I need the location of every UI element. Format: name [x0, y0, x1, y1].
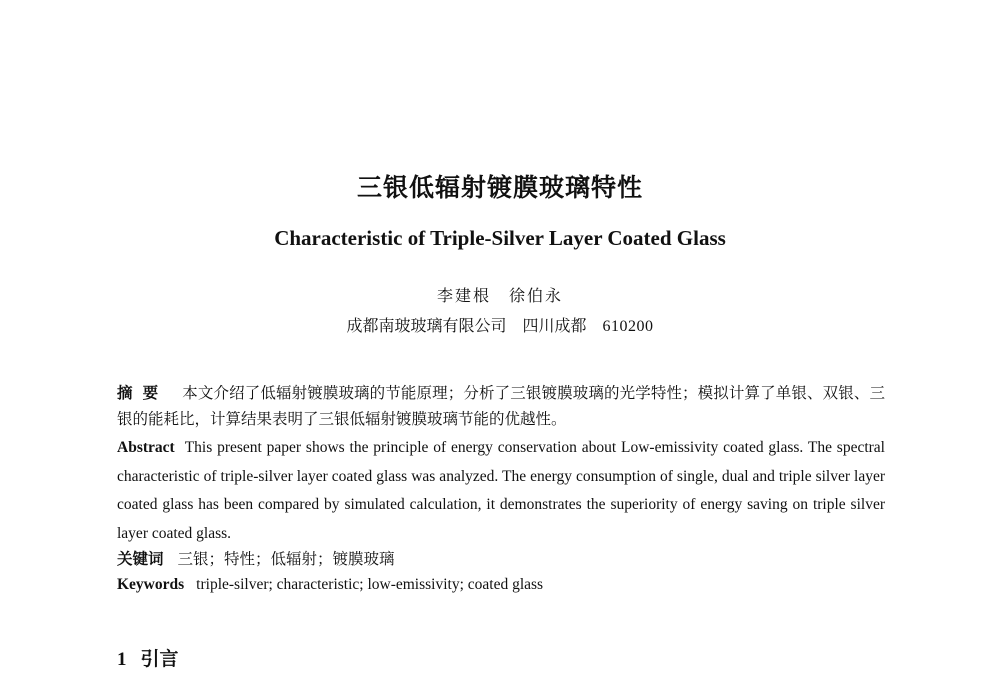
title-english: Characteristic of Triple-Silver Layer Coated Glass — [274, 226, 726, 250]
abstract-cn-text: 本文介绍了低辐射镀膜玻璃的节能原理；分析了三银镀膜玻璃的光学特性；模拟计算了单银、双银、三银的能耗比，计算结果表明了三银低辐射镀膜玻璃节能的优越性。 — [117, 385, 885, 428]
section-title: 引言 — [140, 648, 179, 670]
affiliation-place: 四川成都 — [522, 318, 587, 335]
abstract-en-label: Abstract — [117, 439, 175, 456]
keywords-en-label: Keywords — [117, 576, 185, 593]
section-heading-introduction — [117, 644, 179, 671]
abstract-cn-label: 摘要 — [117, 384, 169, 402]
keywords-chinese — [117, 547, 885, 569]
section-number: 1 — [117, 649, 127, 670]
affiliation-org: 成都南玻玻璃有限公司 — [346, 318, 507, 335]
keywords-cn-label: 关键词 — [117, 550, 164, 568]
keywords-english — [117, 576, 885, 594]
affiliation — [0, 313, 1000, 336]
abstract-english — [117, 434, 885, 548]
authors: 李建根 徐伯永 — [436, 288, 563, 305]
affiliation-postcode: 610200 — [602, 318, 654, 335]
title-chinese: 三银低辐射镀膜玻璃特性 — [356, 173, 643, 202]
keywords-cn-text: 三银；特性；低辐射；镀膜玻璃 — [177, 551, 395, 568]
abstract-en-text: This present paper shows the principle of energy conservation about Low-emissivity coated glass. The spectral characteristic of triple-silver layer coated glass was analyzed. The energy consumption of single, dual and triple silver layer coated glass has been compared by simulated calculation, it demonstrates the superiority of energy saving on triple silver layer coated glass. — [117, 439, 885, 542]
abstract-chinese — [117, 380, 885, 433]
keywords-en-text: triple-silver; characteristic; low-emissivity; coated glass — [196, 576, 544, 593]
